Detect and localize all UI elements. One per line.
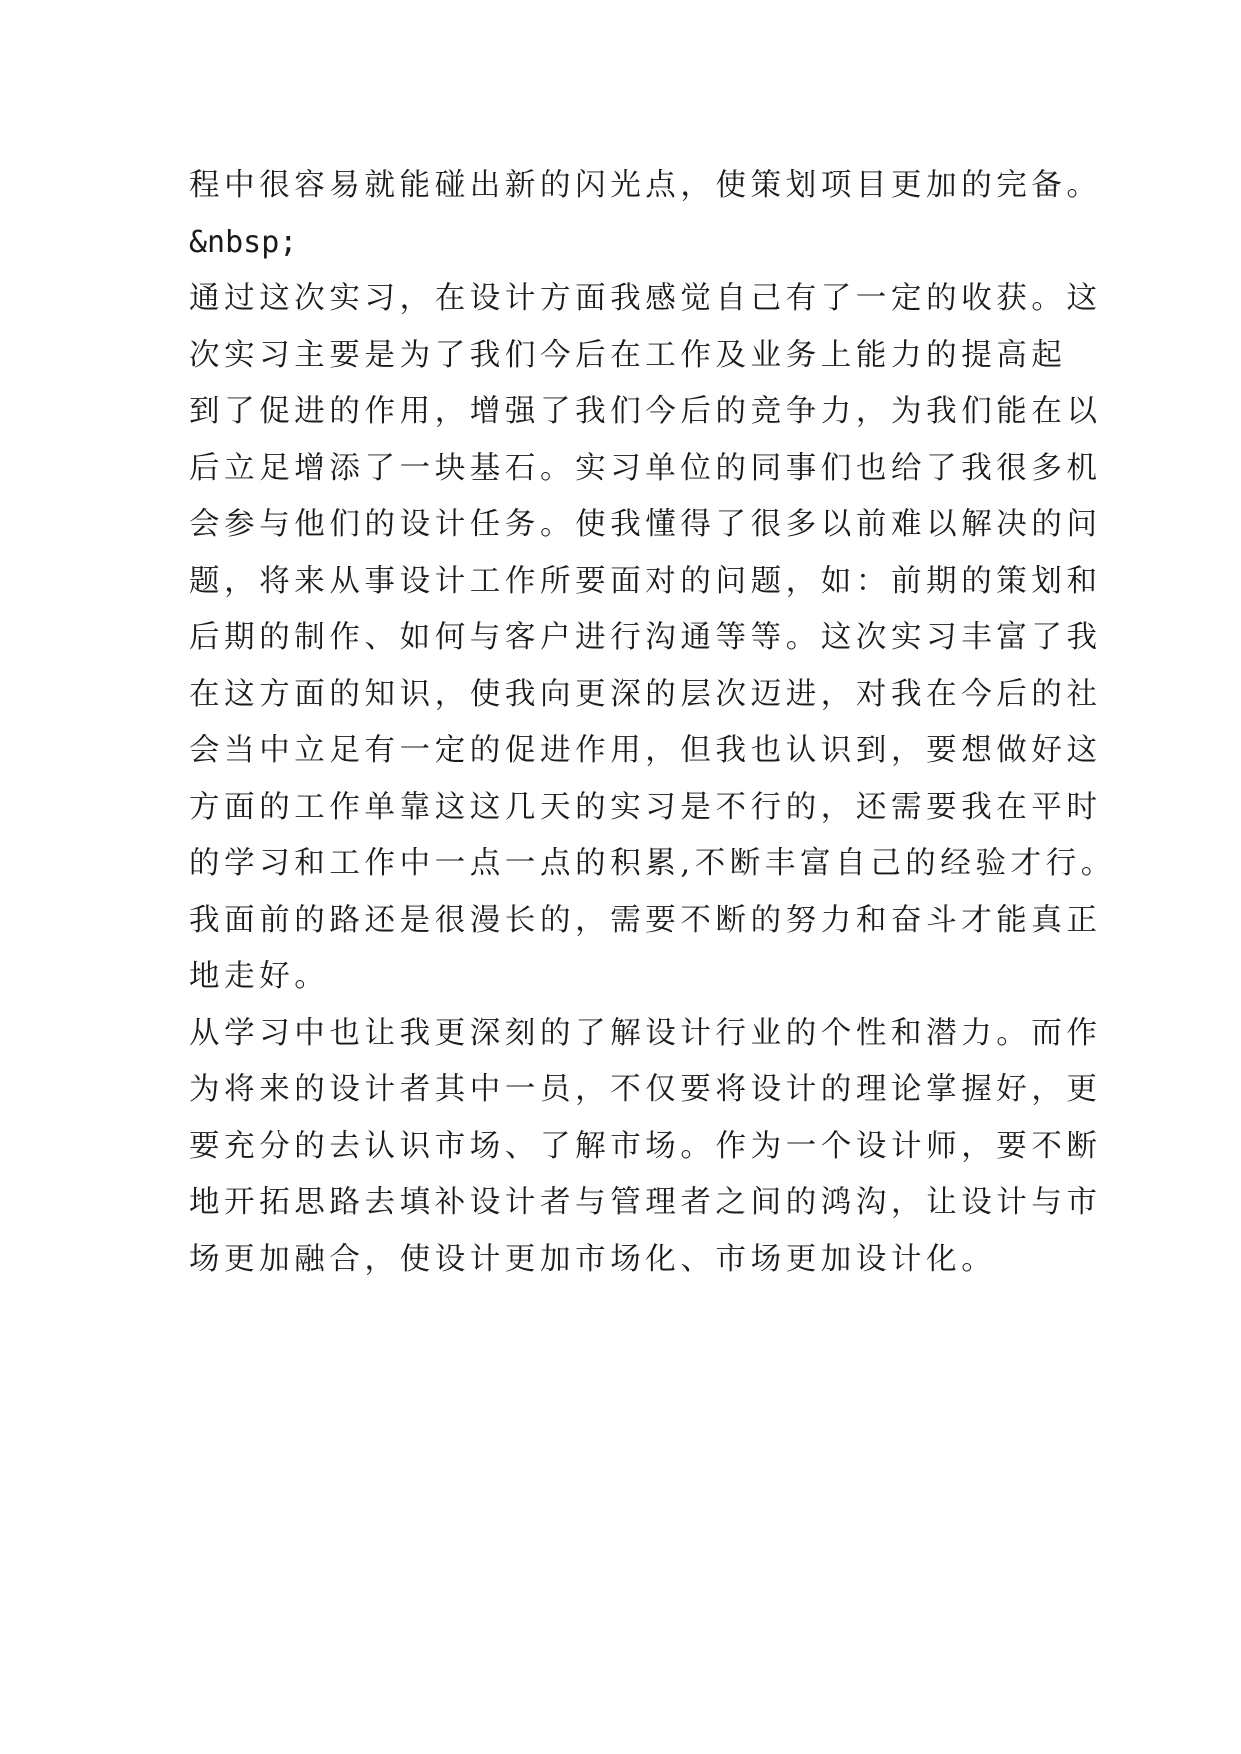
text-line: 后期的制作、如何与客户进行沟通等等。这次实习丰富了我 [189,620,1102,655]
text-line: 地开拓思路去填补设计者与管理者之间的鸿沟，让设计与市 [189,1185,1102,1220]
text-line: 通过这次实习，在设计方面我感觉自己有了一定的收获。这 [189,281,1102,316]
text-line: &nbsp; [189,224,298,260]
text-line: 场更加融合，使设计更加市场化、市场更加设计化。 [189,1241,997,1277]
text-line: 程中很容易就能碰出新的闪光点，使策划项目更加的完备。 [189,168,1102,203]
text-line: 题，将来从事设计工作所要面对的问题，如：前期的策划和 [189,563,1102,599]
text-line: 地走好。 [189,959,330,994]
text-line: 会参与他们的设计任务。使我懂得了很多以前难以解决的问 [189,507,1102,542]
text-line: 在这方面的知识，使我向更深的层次迈进，对我在今后的社 [189,676,1102,712]
text-line: 后立足增添了一块基石。实习单位的同事们也给了我很多机 [189,450,1102,486]
text-line: 要充分的去认识市场、了解市场。作为一个设计师，要不断 [189,1128,1102,1164]
text-line: 从学习中也让我更深刻的了解设计行业的个性和潜力。而作 [189,1015,1102,1051]
text-line: 会当中立足有一定的促进作用，但我也认识到，要想做好这 [189,733,1102,768]
text-line: 我面前的路还是很漫长的，需要不断的努力和奋斗才能真正 [189,902,1102,938]
text-line: 为将来的设计者其中一员，不仅要将设计的理论掌握好，更 [189,1072,1102,1107]
text-line: 到了促进的作用，增强了我们今后的竞争力，为我们能在以 [189,394,1102,429]
text-line: 的学习和工作中一点一点的积累,不断丰富自己的经验才行。 [189,846,1116,881]
document-body [189,158,1116,1288]
text-line: 次实习主要是为了我们今后在工作及业务上能力的提高起 [189,337,1067,373]
text-line: 方面的工作单靠这这几天的实习是不行的，还需要我在平时 [189,789,1102,825]
